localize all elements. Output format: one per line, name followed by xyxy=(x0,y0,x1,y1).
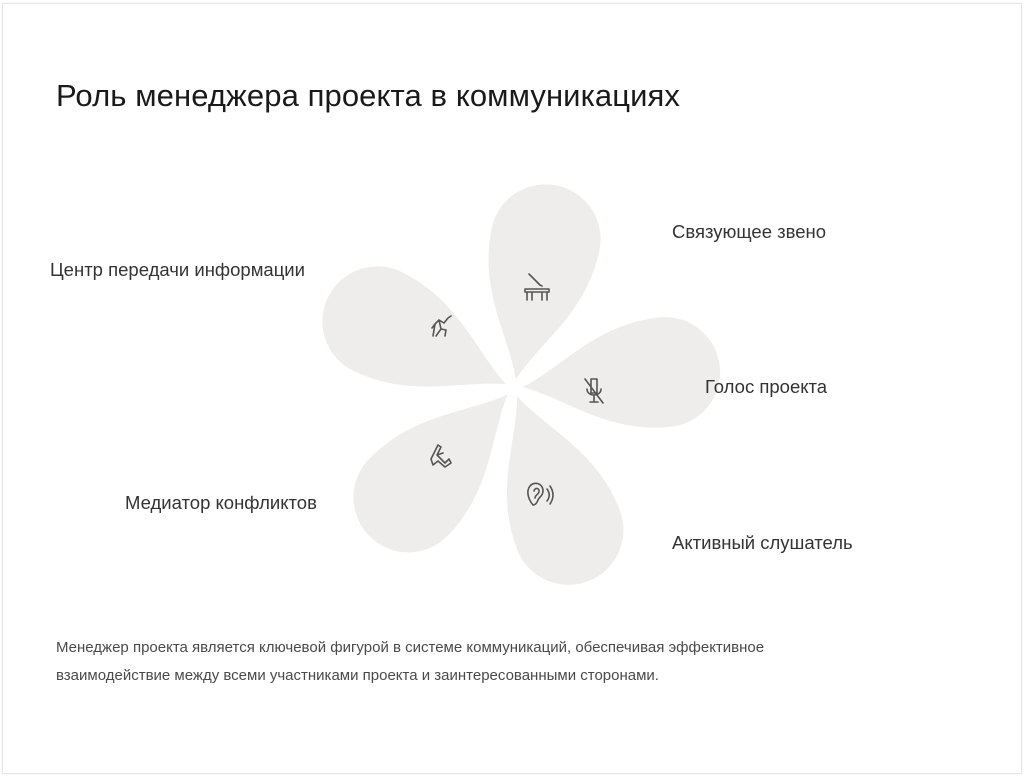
role-label-project-voice: Голос проекта xyxy=(705,376,828,397)
role-label-conflict-mediator: Медиатор конфликтов xyxy=(125,492,317,513)
slide-title: Роль менеджера проекта в коммуникациях xyxy=(56,78,681,113)
petal-group xyxy=(300,171,729,605)
role-label-active-listener: Активный слушатель xyxy=(672,532,853,553)
summary-text xyxy=(56,634,956,690)
summary-line-1: Менеджер проекта является ключевой фигурой в системе коммуникаций, обеспечивая эффективное xyxy=(56,639,765,656)
summary-line-2: взаимодействие между всеми участниками проекта и заинтересованными сторонами. xyxy=(56,667,659,684)
role-label-information-center: Центр передачи информации xyxy=(50,259,305,280)
role-label-connecting-link: Связующее звено xyxy=(672,221,827,242)
